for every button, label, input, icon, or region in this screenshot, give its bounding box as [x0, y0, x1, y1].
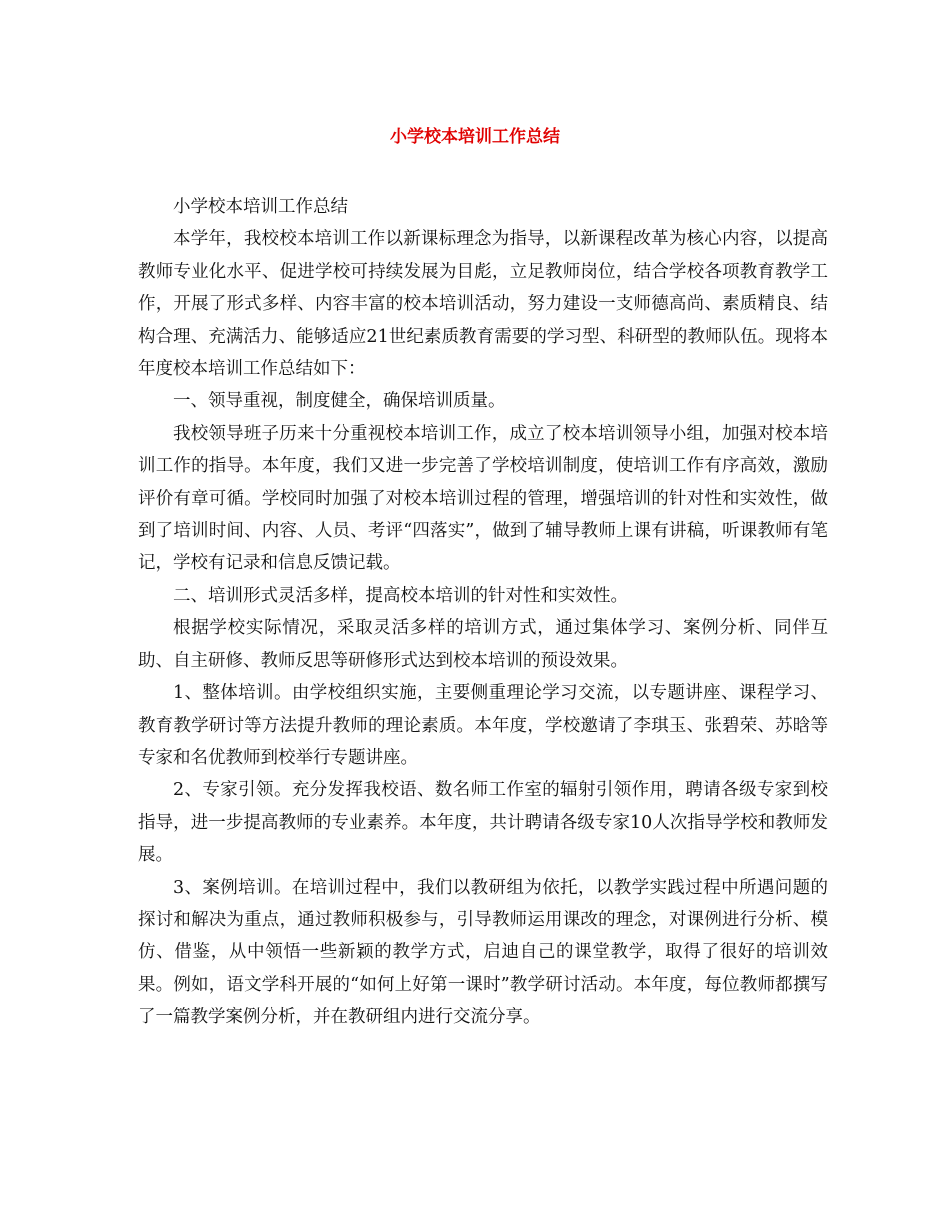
paragraph-section-1: 我校领导班子历来十分重视校本培训工作，成立了校本培训领导小组，加强对校本培训工作的指导。本年度，我们又进一步完善了学校培训制度，使培训工作有序高效，激励评价有章可循。学校同时加强了对校本培训过程的管理，增强培训的针对性和实效性，做到了培训时间、内容、人员、考评“四落实”，做到了辅导教师上课有讲稿，听课教师有笔记，学校有记录和信息反馈记载。: [138, 423, 828, 574]
document-title: 小学校本培训工作总结: [390, 127, 560, 147]
paragraph-section-2: 根据学校实际情况，采取灵活多样的培训方式，通过集体学习、案例分析、同伴互助、自主研修、教师反思等研修形式达到校本培训的预设效果。: [138, 618, 828, 671]
paragraph-item-2: 2、专家引领。充分发挥我校语、数名师工作室的辐射引领作用，聘请各级专家到校指导，进一步提高教师的专业素养。本年度，共计聘请各级专家10人次指导学校和教师发展。: [138, 780, 828, 866]
section-heading-2: 二、培训形式灵活多样，提高校本培训的针对性和实效性。: [173, 585, 628, 606]
paragraph-heading: 小学校本培训工作总结: [173, 197, 348, 217]
paragraph-item-3: 3、案例培训。在培训过程中，我们以教研组为依托，以教学实践过程中所遇问题的探讨和解决为重点，通过教师积极参与，引导教师运用课改的理念，对课例进行分析、模仿、借鉴，从中领悟一些新颖的教学方式，启迪自己的课堂教学，取得了很好的培训效果。例如，语文学科开展的“如何上好第一课时”教学研讨活动。本年度，每位教师都撰写了一篇教学案例分析，并在教研组内进行交流分享。: [138, 877, 828, 1028]
section-heading-1: 一、领导重视，制度健全，确保培训质量。: [173, 391, 506, 412]
paragraph-item-1: 1、整体培训。由学校组织实施，主要侧重理论学习交流，以专题讲座、课程学习、教育教学研讨等方法提升教师的理论素质。本年度，学校邀请了李琪玉、张碧荣、苏晗等专家和名优教师到校举行专题讲座。: [138, 683, 828, 768]
document-body: [138, 191, 828, 1034]
paragraph-intro: 本学年，我校校本培训工作以新课标理念为指导，以新课程改革为核心内容，以提高教师专业化水平、促进学校可持续发展为目彪，立足教师岗位，结合学校各项教育教学工作，开展了形式多样、内容丰富的校本培训活动，努力建设一支师德高尚、素质精良、结构合理、充满活力、能够适应21世纪素质教育需要的学习型、科研型的教师队伍。现将本年度校本培训工作总结如下：: [138, 229, 828, 380]
